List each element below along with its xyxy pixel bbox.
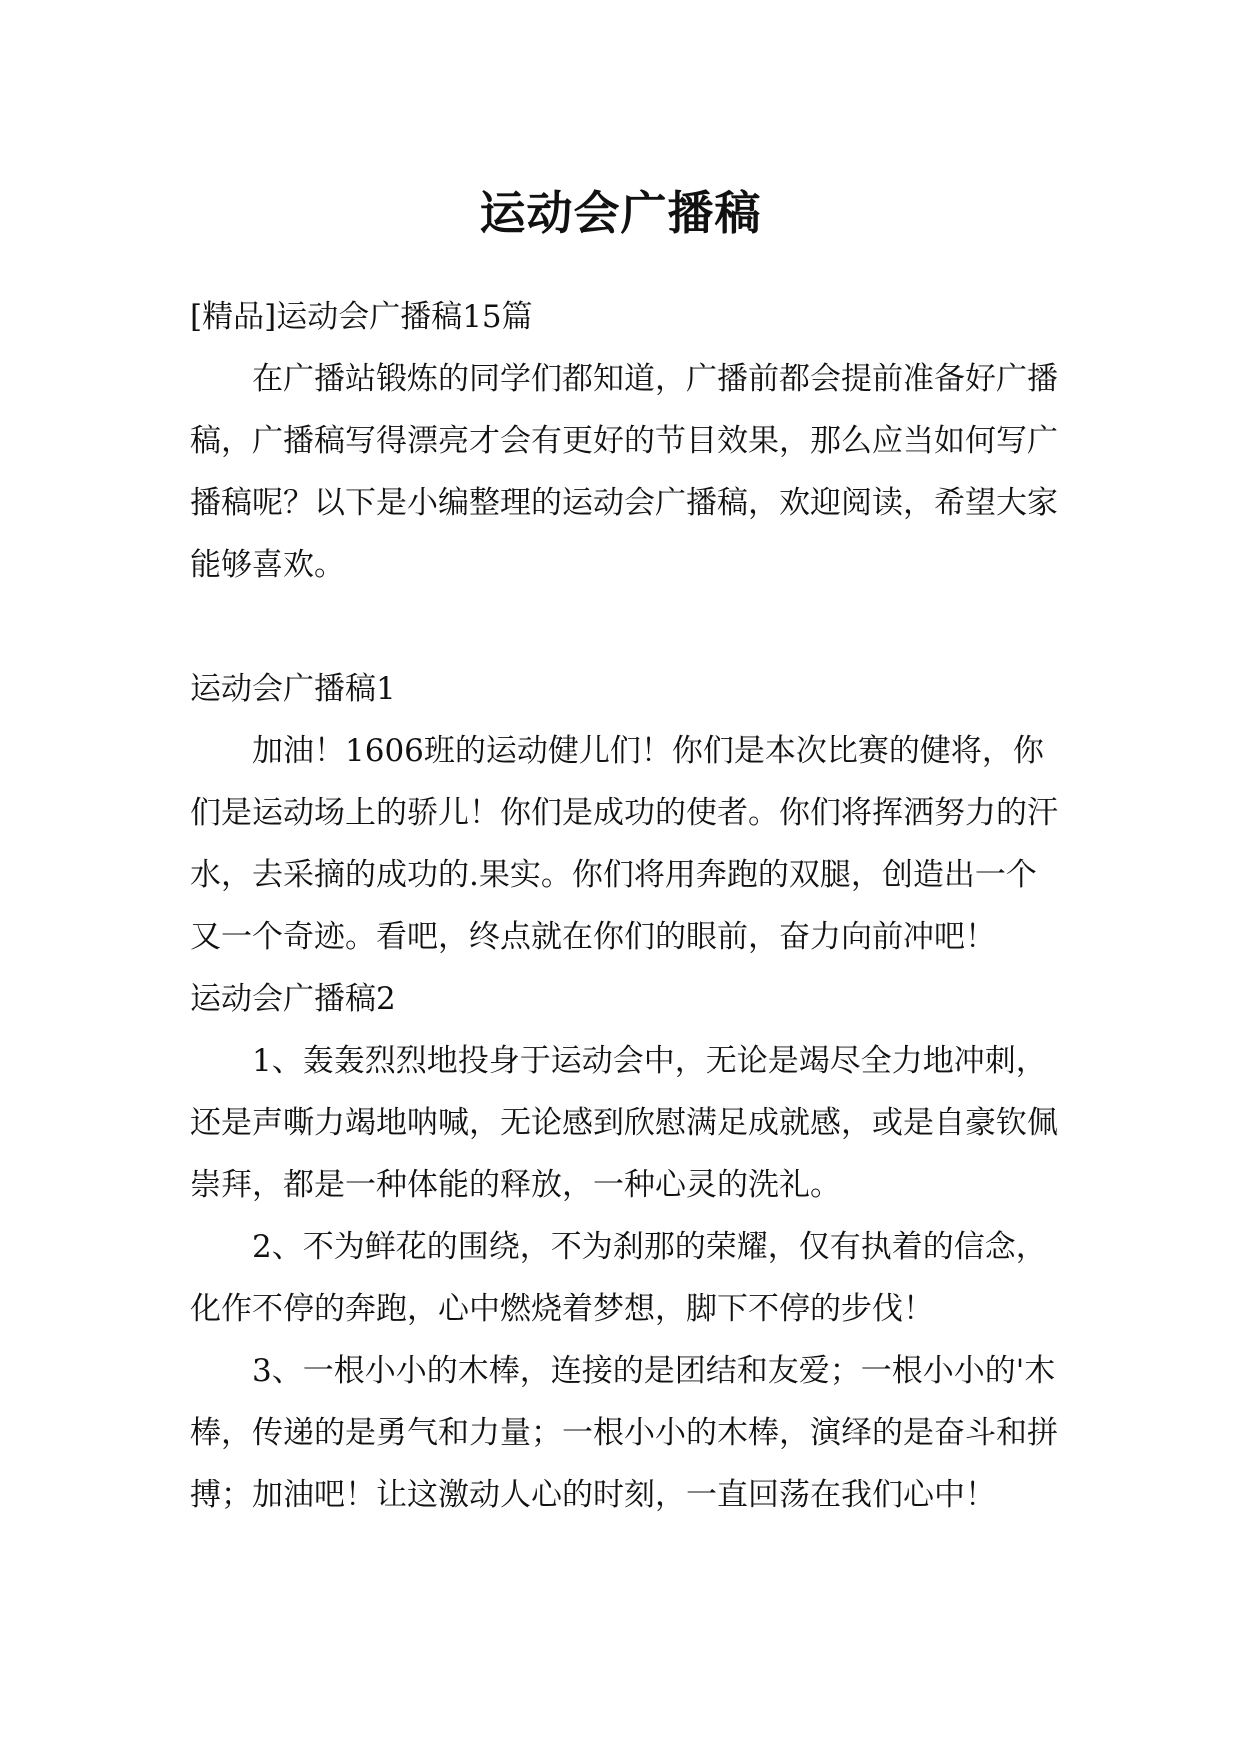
page-title: 运动会广播稿 xyxy=(479,185,762,240)
section-2-paragraph-1: 1、轰轰烈烈地投身于运动会中，无论是竭尽全力地冲刺，还是声嘶力竭地呐喊，无论感到欣慰满足成就感，或是自豪钦佩崇拜，都是一种体能的释放，一种心灵的洗礼。 xyxy=(190,1043,1058,1203)
section-2-paragraph-3: 3、一根小小的木棒，连接的是团结和友爱；一根小小的'木棒，传递的是勇气和力量；一根小小的木棒，演绎的是奋斗和拼搏；加油吧！让这激动人心的时刻，一直回荡在我们心中！ xyxy=(190,1353,1058,1513)
intro-paragraph: 在广播站锻炼的同学们都知道，广播前都会提前准备好广播稿，广播稿写得漂亮才会有更好的节目效果，那么应当如何写广播稿呢？以下是小编整理的运动会广播稿，欢迎阅读，希望大家能够喜欢。 xyxy=(190,361,1058,583)
document-subtitle: [精品]运动会广播稿15篇 xyxy=(190,299,533,335)
document-body xyxy=(190,286,1060,1526)
section-1-heading: 运动会广播稿1 xyxy=(190,671,396,707)
section-2-heading: 运动会广播稿2 xyxy=(190,981,396,1017)
section-2-paragraph-2: 2、不为鲜花的围绕，不为刹那的荣耀，仅有执着的信念，化作不停的奔跑，心中燃烧着梦想，脚下不停的步伐！ xyxy=(190,1229,1047,1327)
section-1-paragraph-1: 加油！1606班的运动健儿们！你们是本次比赛的健将，你们是运动场上的骄儿！你们是成功的使者。你们将挥洒努力的汗水，去采摘的成功的.果实。你们将用奔跑的双腿，创造出一个又一个奇迹。看吧，终点就在你们的眼前，奋力向前冲吧！ xyxy=(190,733,1058,955)
